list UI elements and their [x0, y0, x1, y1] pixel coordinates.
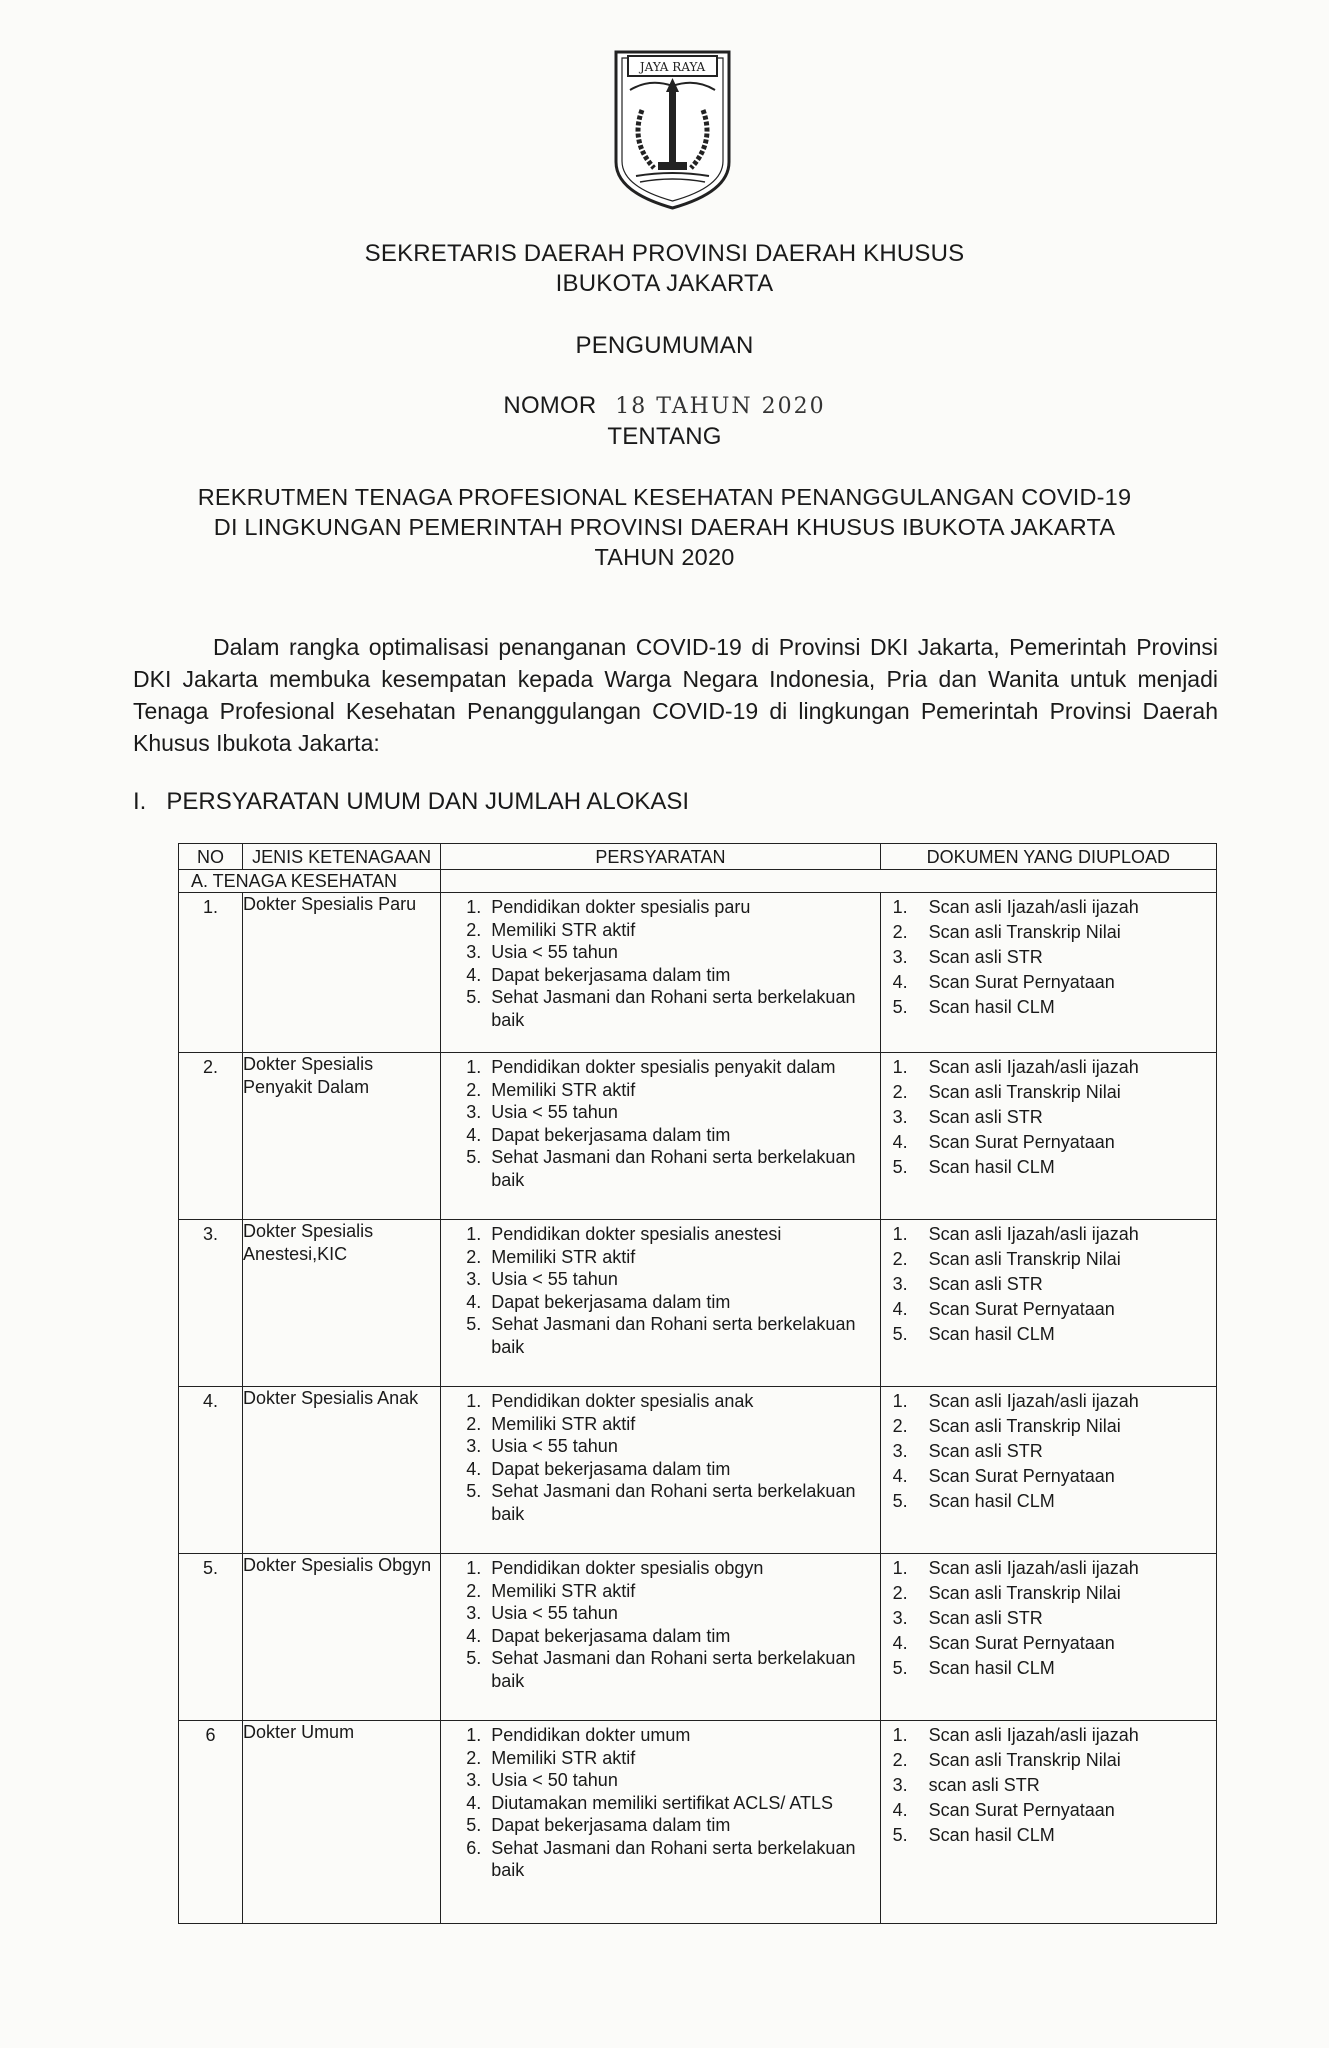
item-number: 2.: [466, 1580, 482, 1601]
item-text: Scan hasil CLM: [928, 997, 1055, 1017]
item-text: Scan asli STR: [928, 1441, 1043, 1461]
item-number: 5.: [892, 1491, 908, 1511]
row-persyaratan: [441, 1053, 880, 1220]
dokumen-item: [881, 1056, 1208, 1079]
dokumen-item: [881, 1223, 1208, 1246]
persyaratan-list: [441, 1220, 879, 1366]
persyaratan-item: [441, 1792, 871, 1815]
section-heading: I. PERSYARATAN UMUM DAN JUMLAH ALOKASI: [133, 788, 690, 815]
dokumen-item: [881, 1390, 1208, 1413]
item-text: Scan hasil CLM: [928, 1491, 1055, 1511]
row-persyaratan: [441, 893, 880, 1053]
dokumen-item: [881, 1323, 1208, 1346]
dokumen-item: [881, 1557, 1208, 1580]
item-number: 5.: [466, 1815, 482, 1835]
item-number: 5.: [466, 1648, 482, 1668]
item-number: 3.: [466, 1770, 482, 1790]
item-text: Pendidikan dokter umum: [491, 1725, 691, 1745]
persyaratan-item: [441, 1557, 871, 1580]
row-jenis-ketenagaan: Dokter Spesialis Anestesi,KIC: [243, 1220, 441, 1387]
item-number: 4.: [466, 1625, 482, 1646]
item-text: Scan Surat Pernyataan: [928, 972, 1115, 992]
persyaratan-item: [441, 1268, 871, 1291]
item-number: 5.: [466, 1314, 482, 1334]
persyaratan-item: [441, 1101, 871, 1124]
col-header-persyaratan: PERSYARATAN: [441, 844, 880, 870]
item-text: Pendidikan dokter spesialis paru: [491, 897, 751, 917]
persyaratan-item: [441, 1246, 871, 1269]
item-text: Scan asli Transkrip Nilai: [928, 1082, 1121, 1102]
item-text: Scan hasil CLM: [928, 1157, 1055, 1177]
item-text: Scan asli Transkrip Nilai: [928, 1750, 1121, 1770]
row-persyaratan: [441, 1387, 880, 1554]
dokumen-item: [881, 1415, 1208, 1438]
persyaratan-item: [441, 1480, 871, 1525]
row-jenis-ketenagaan: Dokter Umum: [243, 1721, 441, 1924]
item-number: 2.: [892, 1249, 908, 1269]
item-text: Sehat Jasmani dan Rohani serta berkelakuan baik: [491, 1314, 856, 1357]
item-text: Scan asli Transkrip Nilai: [928, 1249, 1121, 1269]
dokumen-item: [881, 1657, 1208, 1680]
dokumen-item: [881, 1298, 1208, 1321]
item-text: Usia < 50 tahun: [491, 1770, 618, 1790]
item-text: Memiliki STR aktif: [491, 1413, 636, 1434]
item-number: 1.: [466, 1391, 482, 1411]
persyaratan-item: [441, 1724, 871, 1747]
row-dokumen: [880, 1387, 1216, 1554]
persyaratan-item: [441, 1602, 871, 1625]
persyaratan-item: [441, 1814, 871, 1837]
header-document-type: PENGUMUMAN: [575, 332, 754, 359]
item-number: 5.: [892, 1324, 908, 1344]
persyaratan-item: [441, 1580, 871, 1603]
item-text: Pendidikan dokter spesialis anak: [491, 1391, 754, 1411]
item-number: 6.: [466, 1837, 482, 1858]
item-text: Sehat Jasmani dan Rohani serta berkelakuan baik: [491, 1648, 856, 1691]
row-number: 1.: [179, 893, 243, 1053]
persyaratan-list: [441, 893, 879, 1039]
persyaratan-item: [441, 1625, 871, 1648]
persyaratan-list: [441, 1554, 879, 1700]
item-number: 3.: [892, 1775, 908, 1795]
row-number: 4.: [179, 1387, 243, 1554]
persyaratan-item: [441, 896, 871, 919]
dokumen-item: [881, 1774, 1208, 1797]
table-header-row: [179, 844, 1217, 870]
item-number: 2.: [466, 1747, 482, 1768]
item-number: 1.: [466, 1057, 482, 1077]
persyaratan-item: [441, 1079, 871, 1102]
persyaratan-item: [441, 1413, 871, 1436]
dokumen-item: [881, 1106, 1208, 1129]
header-title-line3: TAHUN 2020: [594, 544, 735, 570]
item-number: 2.: [892, 1583, 908, 1603]
item-text: Usia < 55 tahun: [491, 1603, 618, 1623]
row-persyaratan: [441, 1721, 880, 1924]
item-text: Memiliki STR aktif: [491, 1747, 636, 1768]
item-text: Scan asli Ijazah/asli ijazah: [928, 1558, 1139, 1578]
persyaratan-item: [441, 1647, 871, 1692]
item-text: Scan asli Transkrip Nilai: [928, 1583, 1121, 1603]
dokumen-item: [881, 996, 1208, 1019]
item-text: Memiliki STR aktif: [491, 1079, 636, 1100]
header-institution-line2: IBUKOTA JAKARTA: [555, 270, 774, 297]
row-dokumen: [880, 1721, 1216, 1924]
item-number: 1.: [466, 1725, 482, 1745]
item-text: Sehat Jasmani dan Rohani serta berkelakuan baik: [491, 987, 856, 1030]
table-row: [179, 1554, 1217, 1721]
item-number: 3.: [466, 942, 482, 962]
persyaratan-list: [441, 1387, 879, 1533]
row-number: 2.: [179, 1053, 243, 1220]
item-number: 5.: [466, 987, 482, 1007]
item-text: Scan asli STR: [928, 1608, 1043, 1628]
item-text: Sehat Jasmani dan Rohani serta berkelakuan baik: [491, 1837, 856, 1880]
item-text: Memiliki STR aktif: [491, 1246, 636, 1267]
dokumen-item: [881, 1248, 1208, 1271]
dokumen-list: [881, 893, 1216, 1029]
item-number: 4.: [892, 1132, 908, 1152]
item-number: 4.: [466, 964, 482, 985]
dokumen-item: [881, 1749, 1208, 1772]
persyaratan-list: [441, 1721, 879, 1890]
item-number: 1.: [892, 1391, 908, 1411]
dokumen-item: [881, 971, 1208, 994]
item-number: 5.: [892, 1157, 908, 1177]
item-number: 2.: [892, 1082, 908, 1102]
dokumen-item: [881, 1799, 1208, 1822]
item-number: 1.: [892, 1558, 908, 1578]
item-number: 4.: [892, 1800, 908, 1820]
item-number: 5.: [466, 1481, 482, 1501]
dokumen-item: [881, 1081, 1208, 1104]
dokumen-list: [881, 1554, 1216, 1690]
persyaratan-list: [441, 1053, 879, 1199]
persyaratan-item: [441, 986, 871, 1031]
item-number: 4.: [892, 972, 908, 992]
dokumen-item: [881, 1632, 1208, 1655]
col-header-dokumen: DOKUMEN YANG DIUPLOAD: [880, 844, 1216, 870]
dokumen-item: [881, 1607, 1208, 1630]
table-category-row: [179, 869, 1217, 893]
item-text: Memiliki STR aktif: [491, 1580, 636, 1601]
item-text: Diutamakan memiliki sertifikat ACLS/ ATLS: [491, 1792, 834, 1813]
table-row: [179, 1220, 1217, 1387]
emblem-motto: JAYA RAYA: [639, 60, 706, 74]
row-number: 6: [179, 1721, 243, 1924]
item-text: Scan Surat Pernyataan: [928, 1466, 1115, 1486]
item-text: Scan asli Ijazah/asli ijazah: [928, 1224, 1139, 1244]
item-text: Scan Surat Pernyataan: [928, 1800, 1115, 1820]
dokumen-item: [881, 1440, 1208, 1463]
item-text: Scan asli STR: [928, 1107, 1043, 1127]
item-number: 4.: [892, 1299, 908, 1319]
item-number: 3.: [892, 947, 908, 967]
persyaratan-item: [441, 1291, 871, 1314]
item-text: Usia < 55 tahun: [491, 1269, 618, 1289]
dokumen-list: [881, 1220, 1216, 1356]
item-text: Scan Surat Pernyataan: [928, 1633, 1115, 1653]
dokumen-item: [881, 1465, 1208, 1488]
item-number: 4.: [892, 1466, 908, 1486]
item-number: 4.: [466, 1458, 482, 1479]
dokumen-list: [881, 1053, 1216, 1189]
table-row: [179, 893, 1217, 1053]
item-text: Scan asli Ijazah/asli ijazah: [928, 897, 1139, 917]
item-text: Scan asli Ijazah/asli ijazah: [928, 1391, 1139, 1411]
item-text: Pendidikan dokter spesialis anestesi: [491, 1224, 782, 1244]
item-text: Scan hasil CLM: [928, 1825, 1055, 1845]
persyaratan-item: [441, 1146, 871, 1191]
item-number: 2.: [466, 1246, 482, 1267]
item-text: Scan asli Ijazah/asli ijazah: [928, 1725, 1139, 1745]
dokumen-item: [881, 1490, 1208, 1513]
item-number: 2.: [892, 922, 908, 942]
item-text: Usia < 55 tahun: [491, 1436, 618, 1456]
row-jenis-ketenagaan: Dokter Spesialis Obgyn: [243, 1554, 441, 1721]
dokumen-item: [881, 1273, 1208, 1296]
item-text: Memiliki STR aktif: [491, 919, 636, 940]
item-number: 4.: [892, 1633, 908, 1653]
item-text: Scan asli STR: [928, 1274, 1043, 1294]
item-number: 1.: [892, 1224, 908, 1244]
header-institution-line1: SEKRETARIS DAERAH PROVINSI DAERAH KHUSUS: [364, 240, 965, 267]
item-text: Scan asli Transkrip Nilai: [928, 922, 1121, 942]
header-title-line1: REKRUTMEN TENAGA PROFESIONAL KESEHATAN PENANGGULANGAN COVID-19: [197, 484, 1132, 510]
table-row: [179, 1387, 1217, 1554]
item-text: Pendidikan dokter spesialis obgyn: [491, 1558, 764, 1578]
dki-jakarta-coat-of-arms-icon: [610, 42, 735, 210]
row-dokumen: [880, 1220, 1216, 1387]
item-text: Dapat bekerjasama dalam tim: [491, 1458, 731, 1479]
item-text: Dapat bekerjasama dalam tim: [491, 1124, 731, 1145]
dokumen-item: [881, 946, 1208, 969]
item-number: 1.: [466, 1558, 482, 1578]
header-title-line2: DI LINGKUNGAN PEMERINTAH PROVINSI DAERAH KHUSUS IBUKOTA JAKARTA: [213, 514, 1116, 540]
persyaratan-item: [441, 1223, 871, 1246]
header-number-label: NOMOR: [503, 392, 597, 419]
item-number: 3.: [466, 1603, 482, 1623]
dokumen-item: [881, 1156, 1208, 1179]
dokumen-item: [881, 1582, 1208, 1605]
persyaratan-item: [441, 919, 871, 942]
item-number: 4.: [466, 1792, 482, 1813]
item-text: Dapat bekerjasama dalam tim: [491, 1815, 731, 1835]
item-number: 1.: [892, 1057, 908, 1077]
category-label: A. TENAGA KESEHATAN: [179, 869, 441, 893]
persyaratan-item: [441, 1056, 871, 1079]
dokumen-item: [881, 1724, 1208, 1747]
item-text: Sehat Jasmani dan Rohani serta berkelakuan baik: [491, 1147, 856, 1190]
item-text: Scan Surat Pernyataan: [928, 1299, 1115, 1319]
item-text: Dapat bekerjasama dalam tim: [491, 964, 731, 985]
row-number: 3.: [179, 1220, 243, 1387]
item-text: Sehat Jasmani dan Rohani serta berkelakuan baik: [491, 1481, 856, 1524]
row-dokumen: [880, 1053, 1216, 1220]
item-number: 3.: [892, 1608, 908, 1628]
item-text: Scan Surat Pernyataan: [928, 1132, 1115, 1152]
item-number: 3.: [466, 1102, 482, 1122]
intro-paragraph: Dalam rangka optimalisasi penanganan COVID-19 di Provinsi DKI Jakarta, Pemerintah Provinsi DKI Jakarta membuka kesempatan kepada Warga Negara Indonesia, Pria dan Wanita untuk menjadi Tenaga Profesional Kesehatan Penanggulangan COVID-19 di lingkungan Pemerintah Provinsi Daerah Khusus Ibukota Jakarta:: [133, 634, 1218, 756]
row-persyaratan: [441, 1554, 880, 1721]
item-number: 4.: [466, 1291, 482, 1312]
item-number: 3.: [892, 1107, 908, 1127]
item-number: 3.: [466, 1269, 482, 1289]
item-number: 1.: [892, 897, 908, 917]
row-jenis-ketenagaan: Dokter Spesialis Paru: [243, 893, 441, 1053]
item-number: 2.: [892, 1416, 908, 1436]
col-header-no: NO: [179, 844, 243, 870]
item-number: 5.: [892, 997, 908, 1017]
item-number: 4.: [466, 1124, 482, 1145]
persyaratan-item: [441, 1435, 871, 1458]
item-text: Dapat bekerjasama dalam tim: [491, 1625, 731, 1646]
item-text: Usia < 55 tahun: [491, 1102, 618, 1122]
item-text: Scan hasil CLM: [928, 1658, 1055, 1678]
item-number: 3.: [892, 1441, 908, 1461]
item-text: scan asli STR: [928, 1775, 1040, 1795]
item-text: Scan asli STR: [928, 947, 1043, 967]
header-about: TENTANG: [607, 423, 722, 450]
row-persyaratan: [441, 1220, 880, 1387]
item-number: 5.: [892, 1658, 908, 1678]
table-row: [179, 1053, 1217, 1220]
item-number: 1.: [466, 1224, 482, 1244]
persyaratan-item: [441, 1747, 871, 1770]
item-number: 5.: [466, 1147, 482, 1167]
persyaratan-item: [441, 941, 871, 964]
item-number: 3.: [466, 1436, 482, 1456]
row-dokumen: [880, 1554, 1216, 1721]
dokumen-item: [881, 896, 1208, 919]
item-number: 5.: [892, 1825, 908, 1845]
persyaratan-item: [441, 1390, 871, 1413]
persyaratan-item: [441, 964, 871, 987]
item-number: 2.: [466, 1079, 482, 1100]
row-number: 5.: [179, 1554, 243, 1721]
item-number: 2.: [892, 1750, 908, 1770]
header-number: [0, 392, 1329, 420]
item-text: Scan asli Transkrip Nilai: [928, 1416, 1121, 1436]
dokumen-item: [881, 1131, 1208, 1154]
dokumen-item: [881, 921, 1208, 944]
item-number: 2.: [466, 1413, 482, 1434]
item-text: Scan asli Ijazah/asli ijazah: [928, 1057, 1139, 1077]
col-header-jenis: JENIS KETENAGAAN: [243, 844, 441, 870]
row-dokumen: [880, 893, 1216, 1053]
dokumen-item: [881, 1824, 1208, 1847]
item-number: 3.: [892, 1274, 908, 1294]
item-number: 1.: [892, 1725, 908, 1745]
item-number: 1.: [466, 897, 482, 917]
item-text: Usia < 55 tahun: [491, 942, 618, 962]
persyaratan-item: [441, 1458, 871, 1481]
header-number-value: 18 TAHUN 2020: [615, 394, 826, 419]
table-row: [179, 1721, 1217, 1924]
requirements-table: [178, 843, 1217, 1924]
persyaratan-item: [441, 1313, 871, 1358]
persyaratan-item: [441, 1124, 871, 1147]
item-text: Scan hasil CLM: [928, 1324, 1055, 1344]
item-text: Dapat bekerjasama dalam tim: [491, 1291, 731, 1312]
item-number: 2.: [466, 919, 482, 940]
item-text: Pendidikan dokter spesialis penyakit dalam: [491, 1057, 836, 1077]
persyaratan-item: [441, 1769, 871, 1792]
row-jenis-ketenagaan: Dokter Spesialis Anak: [243, 1387, 441, 1554]
dokumen-list: [881, 1721, 1216, 1857]
dokumen-list: [881, 1387, 1216, 1523]
persyaratan-item: [441, 1837, 871, 1882]
row-jenis-ketenagaan: Dokter Spesialis Penyakit Dalam: [243, 1053, 441, 1220]
